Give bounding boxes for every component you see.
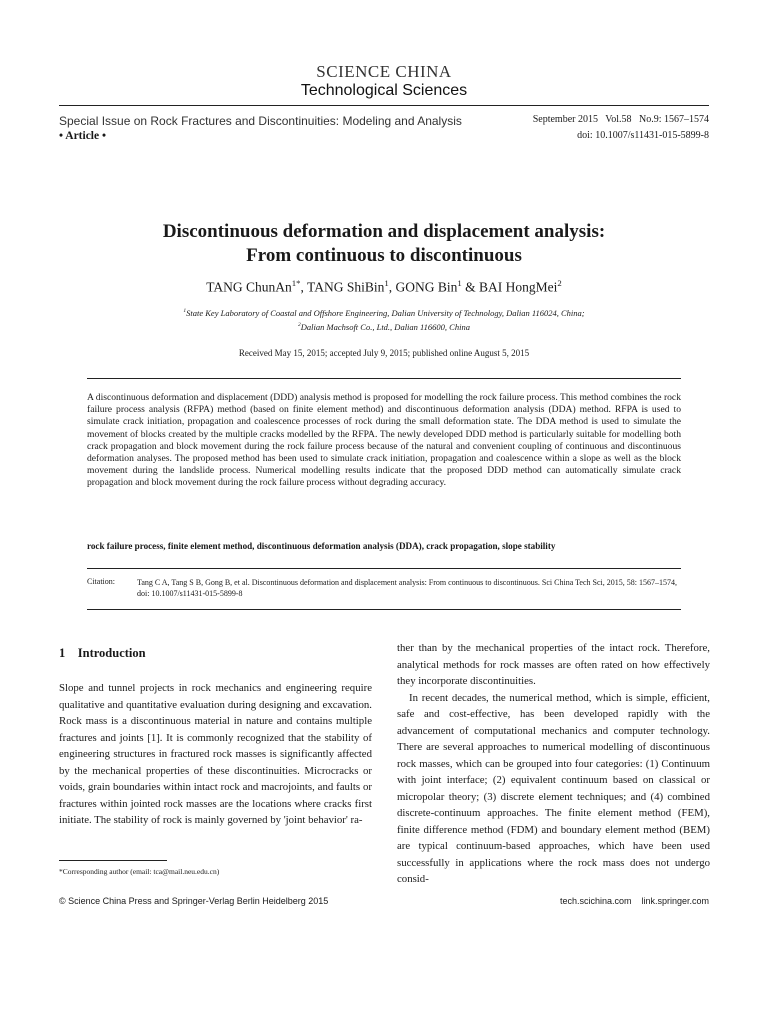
paper-title xyxy=(80,220,688,268)
article-type: • Article • xyxy=(59,130,107,142)
author-separator: , xyxy=(300,279,308,295)
section-number: 1 xyxy=(59,646,66,660)
section-title: Introduction xyxy=(77,646,146,660)
journal-website-link[interactable]: tech.scichina.com xyxy=(559,896,632,906)
special-issue: Special Issue on Rock Fractures and Discontinuities: Modeling and Analysis xyxy=(59,114,462,128)
author-separator: , xyxy=(388,279,396,295)
paragraph: In recent decades, the numerical method, which is simple, efficient, safe and cost-effective, has been developed rapidly with the advancement of computational mechanics and computer technology. There are several approaches to numerical modelling of discontinuous rock masses, which can be grouped into four categories: (1) Continuum with joint interface; (2) equivalent continuum based on classical or micropolar theory; (3) discrete element techniques; and (4) combined discrete-continuum approaches. The finite element method (FEM), finite difference method (FDM) and boundary element method (BEM) are typical continuum-based approaches, which have been used successfully in applications where the rock mass does not undergo consid- xyxy=(397,691,710,885)
title-line-1: Discontinuous deformation and displacement analysis: xyxy=(162,221,606,242)
corresponding-author-footnote: *Corresponding author (email: tca@mail.neu.edu.cn) xyxy=(59,867,220,876)
affiliation-1 xyxy=(0,308,768,318)
citation-label: Citation: xyxy=(87,577,115,586)
paragraph: ther than by the mechanical properties of the intact rock. Therefore, analytical methods for rock masses are often rated on how effectively they incorporate discontinuities. xyxy=(397,642,710,687)
author-list xyxy=(0,278,768,296)
affiliation-text: State Key Laboratory of Coastal and Offshore Engineering, Dalian University of Technology, Dalian 116024, China; xyxy=(186,308,585,318)
author-sup: 2 xyxy=(557,278,562,288)
affiliation-2 xyxy=(0,322,768,332)
author-name: TANG ChunAn xyxy=(206,279,292,295)
paragraph: Slope and tunnel projects in rock mechanics and engineering require qualitative and quantitative evaluation during designing and excavation. Rock mass is a discontinuous material in nature and contains multiple fractures and joints [1]. It is commonly recognized that the stability of engineering structures in fractured rock masses is significantly affected by the mechanical properties of these discontinuities. Microcracks or voids, grain boundaries within intact rock and macrojoints, and faults or fractures within jointed rock masses are the locations where cracks first initiate. The stability of rock is mainly governed by 'joint behavior' ra- xyxy=(59,682,372,826)
journal-name: SCIENCE CHINA xyxy=(316,62,452,81)
author-name: GONG Bin xyxy=(395,279,458,295)
springer-link[interactable]: link.springer.com xyxy=(641,896,709,906)
author-separator: & xyxy=(461,279,480,295)
issue-info: September 2015 Vol.58 No.9: 1567–1574 xyxy=(532,114,709,125)
copyright: © Science China Press and Springer-Verlag Berlin Heidelberg 2015 xyxy=(59,896,329,906)
author-name: BAI HongMei xyxy=(479,279,558,295)
footnote-rule xyxy=(59,860,167,861)
received-dates: Received May 15, 2015; accepted July 9, 2015; published online August 5, 2015 xyxy=(238,348,530,358)
author-sup: 1 xyxy=(457,278,462,288)
column-left xyxy=(59,680,372,829)
footer-links xyxy=(550,896,709,906)
column-right xyxy=(397,640,710,888)
citation-top-rule xyxy=(87,568,681,569)
abstract-text: A discontinuous deformation and displacement (DDD) analysis method is proposed for modelling the rock failure process. This method combines the rock failure process analysis (RFPA) method (based on finite element method) and discontinuous deformation analysis (DDA) method. RFPA is used to simulate crack initiation, propagation and coalescence processes of rock during the small deformation state. The DDA method is used to simulate the movement of blocks created by the multiple cracks modelled by the RFPA. The newly developed DDD method is particularly suitable for modelling both crack propagation and block movement during the rock failure process because of the natural and convenient coupling of continuous and discontinuous deformation analyses. The proposed method has been used to simulate crack initiation, propagation and coalescence within a slope as well as the block movement during the landslide process. Numerical modelling results indicate that the proposed DDD method can automatically simulate crack propagation and block movement during the rock failure process without degrading accuracy. xyxy=(87,392,681,489)
keywords: rock failure process, finite element method, discontinuous deformation analysis (DDA), crack propagation, slope stability xyxy=(87,541,556,551)
affiliation-sup: 2 xyxy=(298,322,301,329)
author-sup: 1* xyxy=(291,278,301,288)
section-heading xyxy=(59,646,146,661)
affiliation-text: Dalian Machsoft Co., Ltd., Dalian 116600, China xyxy=(300,322,470,332)
journal-subtitle: Technological Sciences xyxy=(300,82,468,99)
affiliation-sup: 1 xyxy=(183,308,187,315)
abstract-top-rule xyxy=(87,378,681,379)
doi-link[interactable]: doi: 10.1007/s11431-015-5899-8 xyxy=(577,130,709,141)
title-line-2: From continuous to discontinuous xyxy=(246,245,522,266)
citation-text: Tang C A, Tang S B, Gong B, et al. Discontinuous deformation and displacement analysis: From continuous to discontinuous. Sci China Tech Sci, 2015, 58: 1567–1574, doi: 10.1007/s11431-015-5899-8 xyxy=(137,578,677,598)
author-sup: 1 xyxy=(384,278,389,288)
author-name: TANG ShiBin xyxy=(307,279,385,295)
header-rule xyxy=(59,105,709,106)
citation-bottom-rule xyxy=(87,609,681,610)
